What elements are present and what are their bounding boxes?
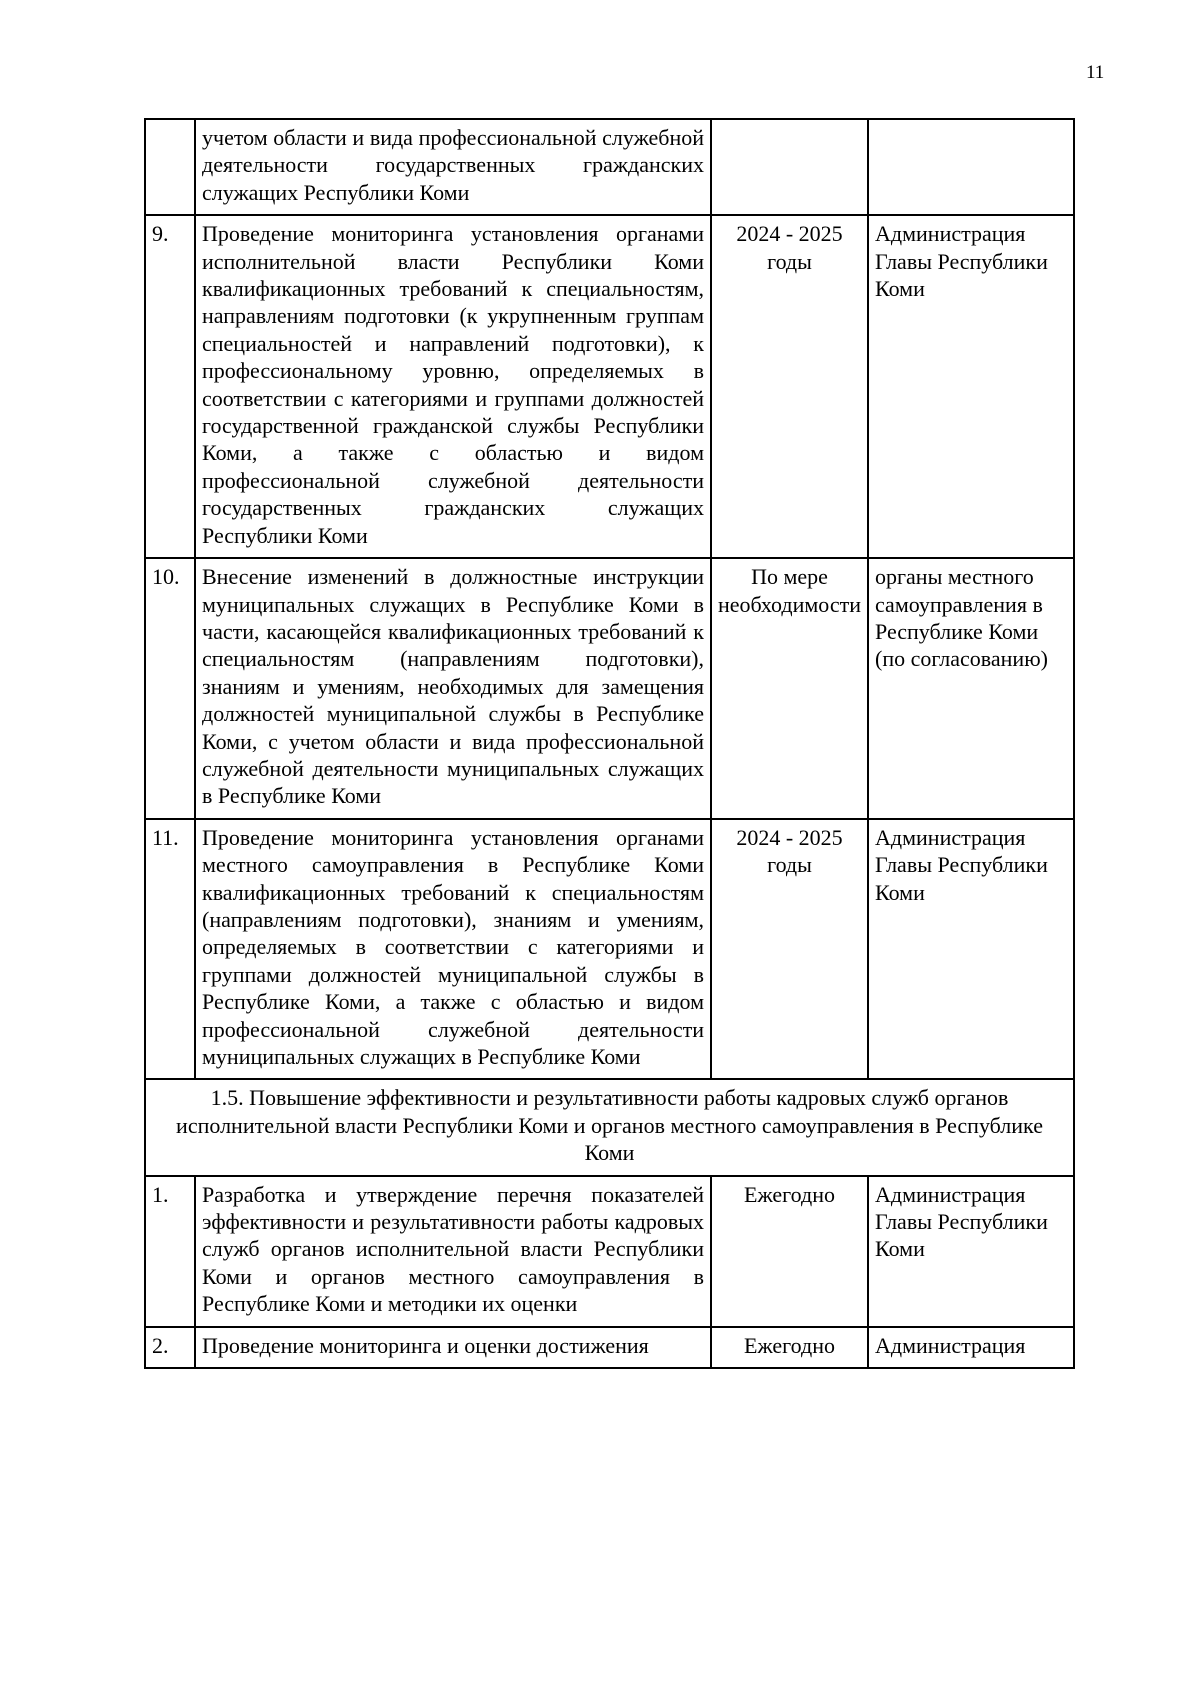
activity-description: Разработка и утверждение перечня показателей эффективности и результативности работы кадровых служб органов исполнительной власти Республики Коми и органов местного самоуправления в Республике Коми и методики их оценки bbox=[195, 1176, 711, 1327]
deadline: По мере необходимости bbox=[711, 558, 868, 819]
responsible-body: органы местного самоуправления в Республике Коми (по согласованию) bbox=[868, 558, 1074, 819]
table-row bbox=[145, 819, 1074, 1080]
deadline bbox=[711, 119, 868, 215]
table-row bbox=[145, 215, 1074, 558]
responsible-body bbox=[868, 119, 1074, 215]
activity-description: Проведение мониторинга установления органами местного самоуправления в Республике Коми квалификационных требований к специальностям (направлениям подготовки), знаниям и умениям, определяемых в соответствии с категориями и группами должностей муниципальной службы в Республике Коми, а также с областью и видом профессиональной служебной деятельности муниципальных служащих в Республике Коми bbox=[195, 819, 711, 1080]
row-number: 1. bbox=[145, 1176, 195, 1327]
responsible-body: Администрация Главы Республики Коми bbox=[868, 819, 1074, 1080]
activity-description: учетом области и вида профессиональной служебной деятельности государственных гражданских служащих Республики Коми bbox=[195, 119, 711, 215]
table-row bbox=[145, 1327, 1074, 1368]
action-plan-table bbox=[144, 118, 1075, 1369]
activity-description: Внесение изменений в должностные инструкции муниципальных служащих в Республике Коми в части, касающейся квалификационных требований к специальностям (направлениям подготовки), знаниям и умениям, необходимых для замещения должностей муниципальной службы в Республике Коми, с учетом области и вида профессиональной служебной деятельности муниципальных служащих в Республике Коми bbox=[195, 558, 711, 819]
row-number: 10. bbox=[145, 558, 195, 819]
responsible-body: Администрация Главы Республики Коми bbox=[868, 1176, 1074, 1327]
page-number: 11 bbox=[1086, 62, 1105, 83]
table-row bbox=[145, 558, 1074, 819]
deadline: 2024 - 2025 годы bbox=[711, 215, 868, 558]
row-number: 11. bbox=[145, 819, 195, 1080]
responsible-body: Администрация bbox=[868, 1327, 1074, 1368]
responsible-body: Администрация Главы Республики Коми bbox=[868, 215, 1074, 558]
activity-description: Проведение мониторинга установления органами исполнительной власти Республики Коми квалификационных требований к специальностям, направлениям подготовки (к укрупненным группам специальностей и направлений подготовки), к профессиональному уровню, определяемых в соответствии с категориями и группами должностей государственной гражданской службы Республики Коми, а также с областью и видом профессиональной служебной деятельности государственных гражданских служащих Республики Коми bbox=[195, 215, 711, 558]
table-row bbox=[145, 1176, 1074, 1327]
deadline: Ежегодно bbox=[711, 1176, 868, 1327]
table-row bbox=[145, 119, 1074, 215]
row-number bbox=[145, 119, 195, 215]
section-title: 1.5. Повышение эффективности и результативности работы кадровых служб органов исполнительной власти Республики Коми и органов местного самоуправления в Республике Коми bbox=[145, 1079, 1074, 1175]
activity-description: Проведение мониторинга и оценки достижения bbox=[195, 1327, 711, 1368]
section-header-row bbox=[145, 1079, 1074, 1175]
row-number: 2. bbox=[145, 1327, 195, 1368]
deadline: 2024 - 2025 годы bbox=[711, 819, 868, 1080]
row-number: 9. bbox=[145, 215, 195, 558]
deadline: Ежегодно bbox=[711, 1327, 868, 1368]
